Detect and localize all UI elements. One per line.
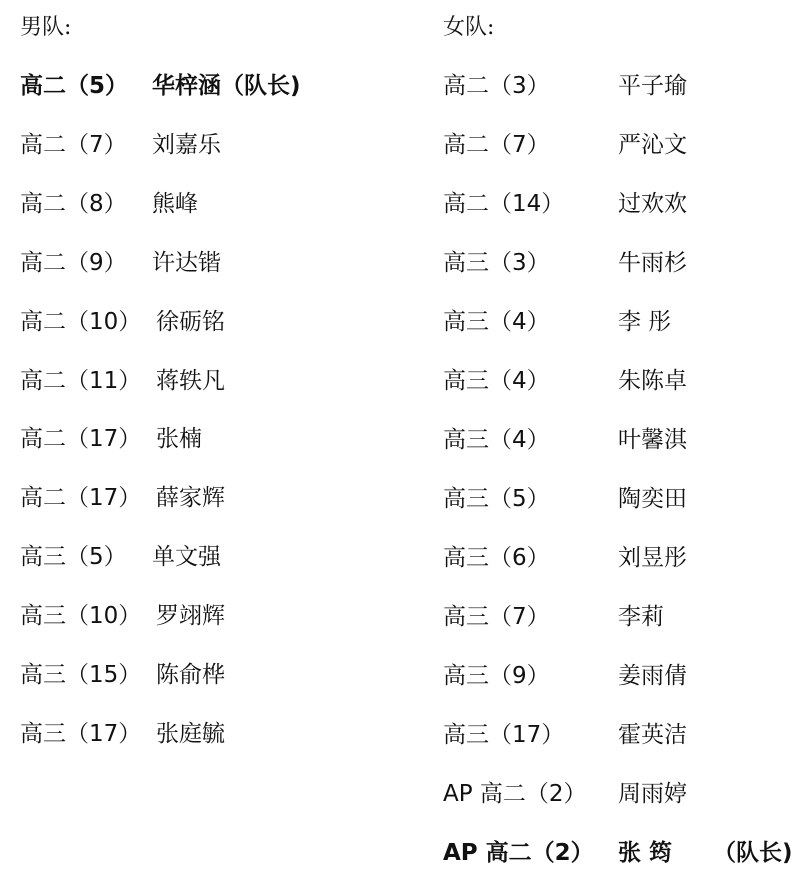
class-label: 高三（6） [443, 545, 550, 571]
class-label: 高二（10） [20, 308, 142, 335]
class-label: AP 高二（2） [443, 781, 587, 807]
class-label: 高三（4） [443, 309, 550, 335]
class-label: 高二（17） [20, 426, 142, 453]
class-label: 高二（8） [20, 190, 127, 217]
player-name: 蒋轶凡 [156, 367, 225, 394]
class-label: 高三（5） [443, 486, 550, 512]
class-label: 高三（17） [443, 722, 565, 748]
class-label: 高三（17） [20, 720, 142, 747]
class-label: 高三（10） [20, 603, 142, 630]
class-label: 高三（9） [443, 663, 550, 689]
class-label: 高三（15） [20, 662, 142, 688]
player-name: 过欢欢 [618, 191, 687, 217]
player-name: 单文强 [152, 544, 221, 571]
player-name: 周雨婷 [618, 781, 687, 807]
player-name: 牛雨杉 [618, 250, 687, 276]
player-name: 霍英洁 [618, 722, 687, 748]
player-name: 华梓涵（队长) [152, 73, 301, 99]
women-team-title: 女队: [443, 15, 495, 40]
player-name: 熊峰 [152, 190, 198, 217]
player-name: 张 筠 [618, 840, 673, 866]
player-name: 刘嘉乐 [152, 131, 221, 158]
player-name: 张楠 [156, 426, 202, 453]
class-label: 高三（4） [443, 368, 550, 394]
player-name: 李莉 [618, 604, 664, 630]
class-label: 高二（9） [20, 249, 127, 276]
player-name: 薛家辉 [156, 485, 225, 512]
captain-label: （队长) [713, 840, 793, 866]
class-label: 高二（11） [20, 367, 142, 394]
player-name: 陶奕田 [618, 486, 687, 512]
class-label: 高二（7） [20, 131, 127, 158]
player-name: 李 彤 [618, 309, 672, 335]
class-label: 高二（3） [443, 73, 550, 99]
class-label: AP 高二（2） [443, 840, 594, 866]
class-label: 高三（7） [443, 604, 550, 630]
player-name: 叶馨淇 [618, 427, 687, 453]
player-name: 平子瑜 [618, 73, 687, 99]
class-label: 高三（3） [443, 250, 550, 276]
player-name: 严沁文 [618, 132, 687, 158]
class-label: 高二（14） [443, 191, 565, 217]
player-name: 罗翊辉 [156, 603, 225, 630]
player-name: 朱陈卓 [618, 368, 687, 394]
player-name: 许达锴 [152, 249, 221, 276]
player-name: 姜雨倩 [618, 663, 687, 689]
player-name: 徐砺铭 [156, 308, 225, 335]
class-label: 高三（4） [443, 427, 550, 453]
class-label: 高二（5） [20, 73, 129, 99]
class-label: 高三（5） [20, 544, 127, 571]
player-name: 刘昱彤 [618, 545, 687, 571]
men-team-title: 男队: [20, 15, 72, 40]
player-name: 张庭毓 [156, 720, 225, 747]
class-label: 高二（7） [443, 132, 550, 158]
class-label: 高二（17） [20, 485, 142, 512]
player-name: 陈俞桦 [156, 662, 225, 688]
